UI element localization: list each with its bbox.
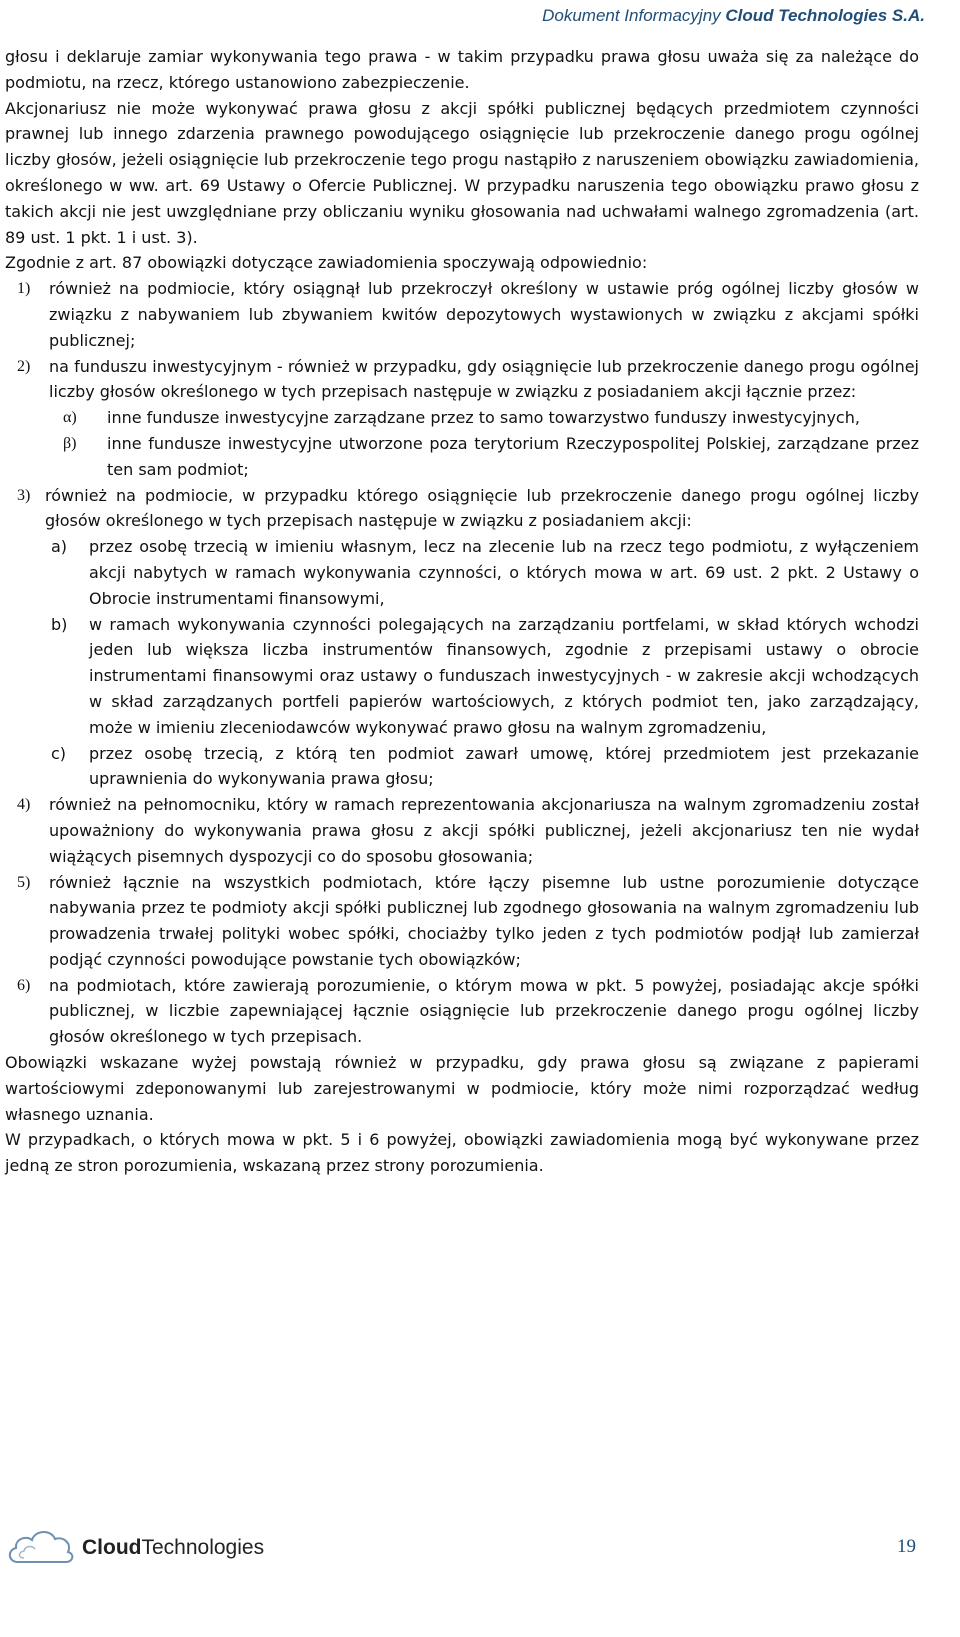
document-body <box>5 44 919 1179</box>
cloud-logo-icon <box>4 1524 76 1570</box>
list-item <box>5 276 919 353</box>
document-header <box>542 6 925 26</box>
list-number: 6) <box>17 976 31 994</box>
sub-list-text: przez osobę trzecią w imieniu własnym, lecz na zlecenie lub na rzecz tego podmiotu, z wyłączeniem akcji nabytych w ramach wykonywania czynności, o których mowa w art. 69 ust. 2 pkt. 2 Ustawy o Obrocie instrumentami finansowymi, <box>89 537 919 608</box>
sub-list-item <box>45 612 919 741</box>
sub-list-item <box>45 534 919 611</box>
brand-bold: Cloud <box>82 1536 142 1559</box>
list-item <box>5 973 919 1050</box>
page-number: 19 <box>897 1536 916 1557</box>
list-text: na podmiotach, które zawierają porozumienie, o którym mowa w pkt. 5 powyżej, posiadając akcje spółki publicznej, w liczbie zapewniającej łącznie osiągnięcie lub przekroczenie danego progu ogólnej liczby głosów określonego w tych przepisach. <box>49 975 919 1047</box>
header-company: Cloud Technologies S.A. <box>725 6 925 25</box>
list-text: również na podmiocie, w przypadku którego osiągnięcie lub przekroczenie danego progu ogólnej liczby głosów określonego w tych przepisach następuje w związku z posiadaniem akcji: <box>45 485 919 531</box>
list-number: 3) <box>17 486 31 504</box>
paragraph: Obowiązki wskazane wyżej powstają również w przypadku, gdy prawa głosu są związane z papierami wartościowymi zdeponowanymi lub zarejestrowanymi w podmiocie, który może nimi rozporządzać według własnego uznania. <box>5 1053 919 1124</box>
sub-list-item <box>45 741 919 793</box>
footer-brand <box>82 1536 264 1560</box>
header-prefix: Dokument Informacyjny <box>542 6 726 25</box>
sub-list-text: w ramach wykonywania czynności polegających na zarządzaniu portfelami, w skład których wchodzi jeden lub większa liczba instrumentów finansowych, zgodnie z przepisami ustawy o obrocie instrumentami finansowymi oraz ustawy o funduszach inwestycyjnych - w zakresie akcji wchodzących w skład zarządzanych portfeli papierów wartościowych, z których podmiot ten, jako zarządzający, może w imieniu zleceniodawców wykonywać prawo głosu na walnym zgromadzeniu, <box>89 614 919 737</box>
sub-list-text: inne fundusze inwestycyjne zarządzane przez to samo towarzystwo funduszy inwestycyjnych, <box>107 408 860 428</box>
document-footer <box>0 1524 960 1574</box>
list-number: 2) <box>17 357 31 375</box>
paragraph: głosu i deklaruje zamiar wykonywania tego prawa - w takim przypadku prawa głosu uważa się za należące do podmiotu, na rzecz, którego ustanowiono zabezpieczenie. <box>5 47 919 92</box>
sub-list-text: inne fundusze inwestycyjne utworzone poza terytorium Rzeczypospolitej Polskiej, zarządzane przez ten sam podmiot; <box>107 433 919 479</box>
list-number: 4) <box>17 796 31 814</box>
sub-list-item <box>49 431 919 483</box>
list-item <box>5 792 919 869</box>
paragraph: Zgodnie z art. 87 obowiązki dotyczące zawiadomienia spoczywają odpowiednio: <box>5 253 648 273</box>
list-number: 5) <box>17 873 31 891</box>
list-text: również na podmiocie, który osiągnął lub przekroczył określony w ustawie próg ogólnej liczby głosów w związku z nabywaniem lub zbywaniem kwitów depozytowych wystawionych w związku z akcjami spółki publicznej; <box>49 279 919 350</box>
list-text: na funduszu inwestycyjnym - również w przypadku, gdy osiągnięcie lub przekroczenie danego progu ogólnej liczby głosów określonego w tych przepisach następuje w związku z posiadaniem akcji łącznie przez: <box>49 356 919 402</box>
paragraph: Akcjonariusz nie może wykonywać prawa głosu z akcji spółki publicznej będących przedmiotem czynności prawnej lub innego zdarzenia prawnego powodującego osiągnięcie lub przekroczenie danego progu ogólnej liczby głosów, jeżeli osiągnięcie lub przekroczenie tego progu nastąpiło z naruszeniem obowiązku zawiadomienia, określonego w ww. art. 69 Ustawy o Ofercie Publicznej. W przypadku naruszenia tego obowiązku prawo głosu z takich akcji nie jest uwzględniane przy obliczaniu wyniku głosowania nad uchwałami walnego zgromadzenia (art. 89 ust. 1 pkt. 1 i ust. 3). <box>5 98 919 247</box>
list-item <box>5 870 919 973</box>
sub-list-text: przez osobę trzecią, z którą ten podmiot zawarł umowę, której przedmiotem jest przekazanie uprawnienia do wykonywania prawa głosu; <box>89 743 919 789</box>
sub-list-number: b) <box>51 614 68 634</box>
sub-list-item <box>49 405 919 431</box>
list-text: również na pełnomocniku, który w ramach reprezentowania akcjonariusza na walnym zgromadzeniu został upoważniony do wykonywania prawa głosu z akcji spółki publicznej, jeżeli akcjonariusz ten nie wydał wiążących pisemnych dyspozycji co do sposobu głosowania; <box>49 795 919 866</box>
list-item <box>5 354 919 406</box>
sub-list-number: a) <box>51 537 68 557</box>
sub-list-number: β) <box>63 434 77 452</box>
sub-list-number: c) <box>51 743 67 763</box>
sub-list-number: α) <box>63 409 77 427</box>
list-text: również łącznie na wszystkich podmiotach, które łączy pisemne lub ustne porozumienie dotyczące nabywania przez te podmioty akcji spółki publicznej lub zgodnego głosowania na walnym zgromadzeniu lub prowadzenia trwałej polityki wobec spółki, chociażby tylko jeden z tych podmiotów podjął lub zamierzał podjąć czynności powodujące powstanie tych obowiązków; <box>49 872 919 969</box>
brand-rest: Technologies <box>141 1536 265 1559</box>
list-number: 1) <box>17 280 31 298</box>
paragraph: W przypadkach, o których mowa w pkt. 5 i 6 powyżej, obowiązki zawiadomienia mogą być wykonywane przez jedną ze stron porozumienia, wskazaną przez strony porozumienia. <box>5 1130 919 1176</box>
list-item <box>5 483 919 535</box>
